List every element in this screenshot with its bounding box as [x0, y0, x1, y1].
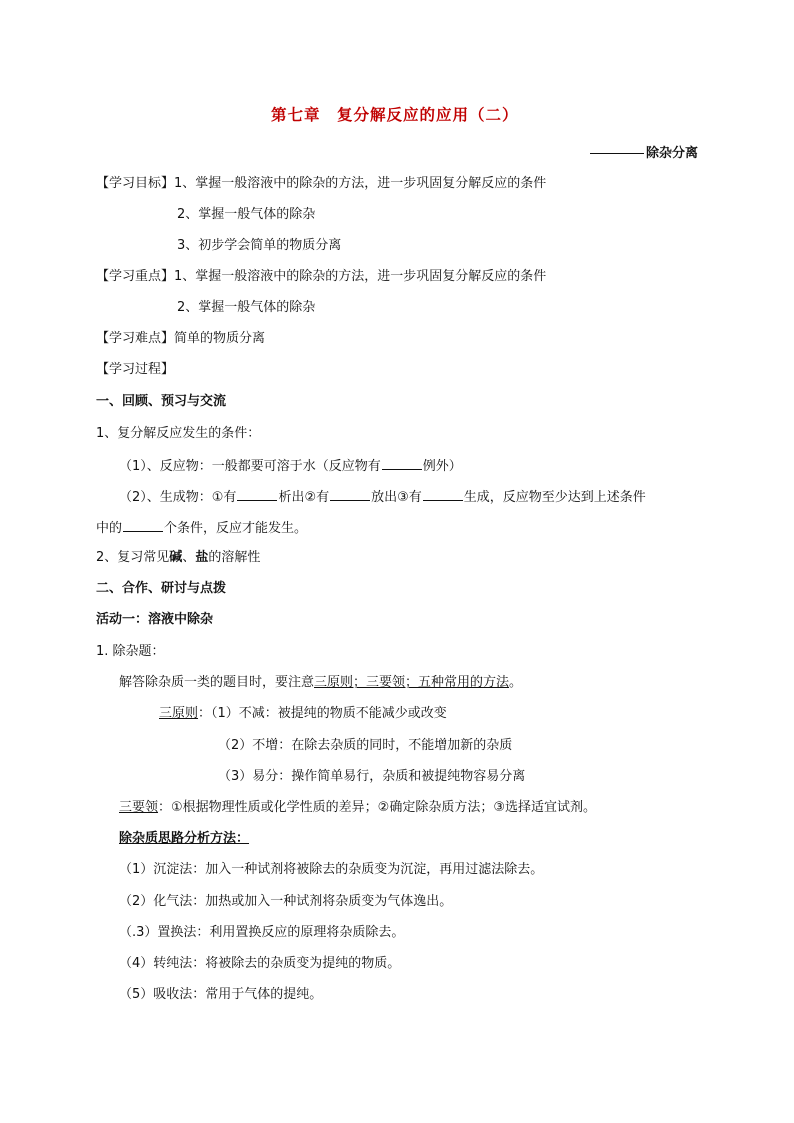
section1-heading: 一、回顾、预习与交流 — [96, 394, 227, 409]
base-word: 碱 — [169, 550, 183, 565]
goals-item: 1、掌握一般溶液中的除杂的方法，进一步巩固复分解反应的条件 — [174, 176, 547, 191]
intro-underlined: 三原则；三要领；五种常用的方法 — [314, 675, 510, 690]
difficulty-label: 【学习难点】 — [96, 331, 175, 346]
fill-blank — [123, 518, 163, 532]
essentials-row — [119, 799, 596, 817]
fill-blank — [423, 487, 463, 501]
products-continuation — [96, 518, 307, 538]
methods-heading: 除杂质思路分析方法： — [119, 831, 250, 846]
reactants-text-end: 例外） — [422, 459, 462, 474]
reactants-line — [119, 456, 462, 476]
fill-blank — [382, 456, 422, 470]
difficulty-row — [96, 330, 265, 348]
method-item: （5）吸收法：常用于气体的提纯。 — [119, 987, 323, 1002]
products-cont-text-end: 个条件，反应才能发生。 — [164, 521, 308, 536]
keypoints-item: 1、掌握一般溶液中的除杂的方法，进一步巩固复分解反应的条件 — [174, 269, 547, 284]
intro-end: 。 — [509, 675, 523, 690]
conditions-question: 1、复分解反应发生的条件： — [96, 426, 261, 441]
products-text: 析出②有 — [278, 490, 330, 505]
essentials-text: ：①根据物理性质或化学性质的差异；②确定除杂质方法；③选择适宜试剂。 — [158, 800, 596, 815]
difficulty-text: 简单的物质分离 — [174, 331, 266, 346]
products-text: （2）、生成物：①有 — [119, 490, 237, 505]
principle-item: （3）易分：操作简单易行，杂质和被提纯物容易分离 — [218, 769, 526, 784]
subtitle — [590, 145, 698, 163]
fill-blank — [237, 487, 277, 501]
keypoints-label: 【学习重点】 — [96, 269, 175, 284]
method-item: （.3）置换法：利用置换反应的原理将杂质除去。 — [119, 925, 405, 940]
impurity-item: 1. 除杂题： — [96, 644, 165, 659]
goals-item: 3、初步学会简单的物质分离 — [177, 238, 342, 253]
reactants-text: （1）、反应物：一般都要可溶于水（反应物有 — [119, 459, 381, 474]
products-line — [119, 487, 646, 507]
principle-item: （2）不增：在除去杂质的同时，不能增加新的杂质 — [218, 738, 513, 753]
principles-row-1 — [159, 705, 447, 723]
keypoints-item: 2、掌握一般气体的除杂 — [177, 300, 316, 315]
products-text: 生成，反应物至少达到上述条件 — [463, 490, 646, 505]
goals-row-1 — [96, 175, 546, 193]
subtitle-dash — [590, 153, 644, 154]
keypoints-row-1 — [96, 268, 546, 286]
principle-item: （1）不减：被提纯的物质不能减少或改变 — [211, 706, 447, 721]
fill-blank — [330, 487, 370, 501]
section2-heading: 二、合作、研讨与点拨 — [96, 581, 227, 596]
activity-heading: 活动一：溶液中除杂 — [96, 612, 214, 627]
impurity-intro — [119, 674, 522, 692]
principles-label: 三原则 — [159, 706, 199, 721]
solubility-text-end: 的溶解性 — [208, 550, 261, 565]
goals-label: 【学习目标】 — [96, 176, 175, 191]
method-item: （1）沉淀法：加入一种试剂将被除去的杂质变为沉淀，再用过滤法除去。 — [119, 862, 544, 877]
separator: 、 — [182, 550, 196, 565]
solubility-question — [96, 549, 260, 567]
principles-colon: ： — [198, 706, 212, 721]
essentials-label: 三要领 — [119, 800, 159, 815]
salt-word: 盐 — [195, 550, 209, 565]
method-item: （2）化气法：加热或加入一种试剂将杂质变为气体逸出。 — [119, 894, 453, 909]
goals-item: 2、掌握一般气体的除杂 — [177, 207, 316, 222]
subtitle-text: 除杂分离 — [645, 146, 698, 161]
page-title: 第七章 复分解反应的应用（二） — [271, 106, 519, 124]
products-text: 放出③有 — [371, 490, 422, 505]
solubility-text: 2、复习常见 — [96, 550, 170, 565]
method-item: （4）转纯法：将被除去的杂质变为提纯的物质。 — [119, 956, 401, 971]
products-cont-text: 中的 — [96, 521, 123, 536]
intro-text: 解答除杂质一类的题目时，要注意 — [119, 675, 315, 690]
process-label: 【学习过程】 — [96, 362, 175, 377]
